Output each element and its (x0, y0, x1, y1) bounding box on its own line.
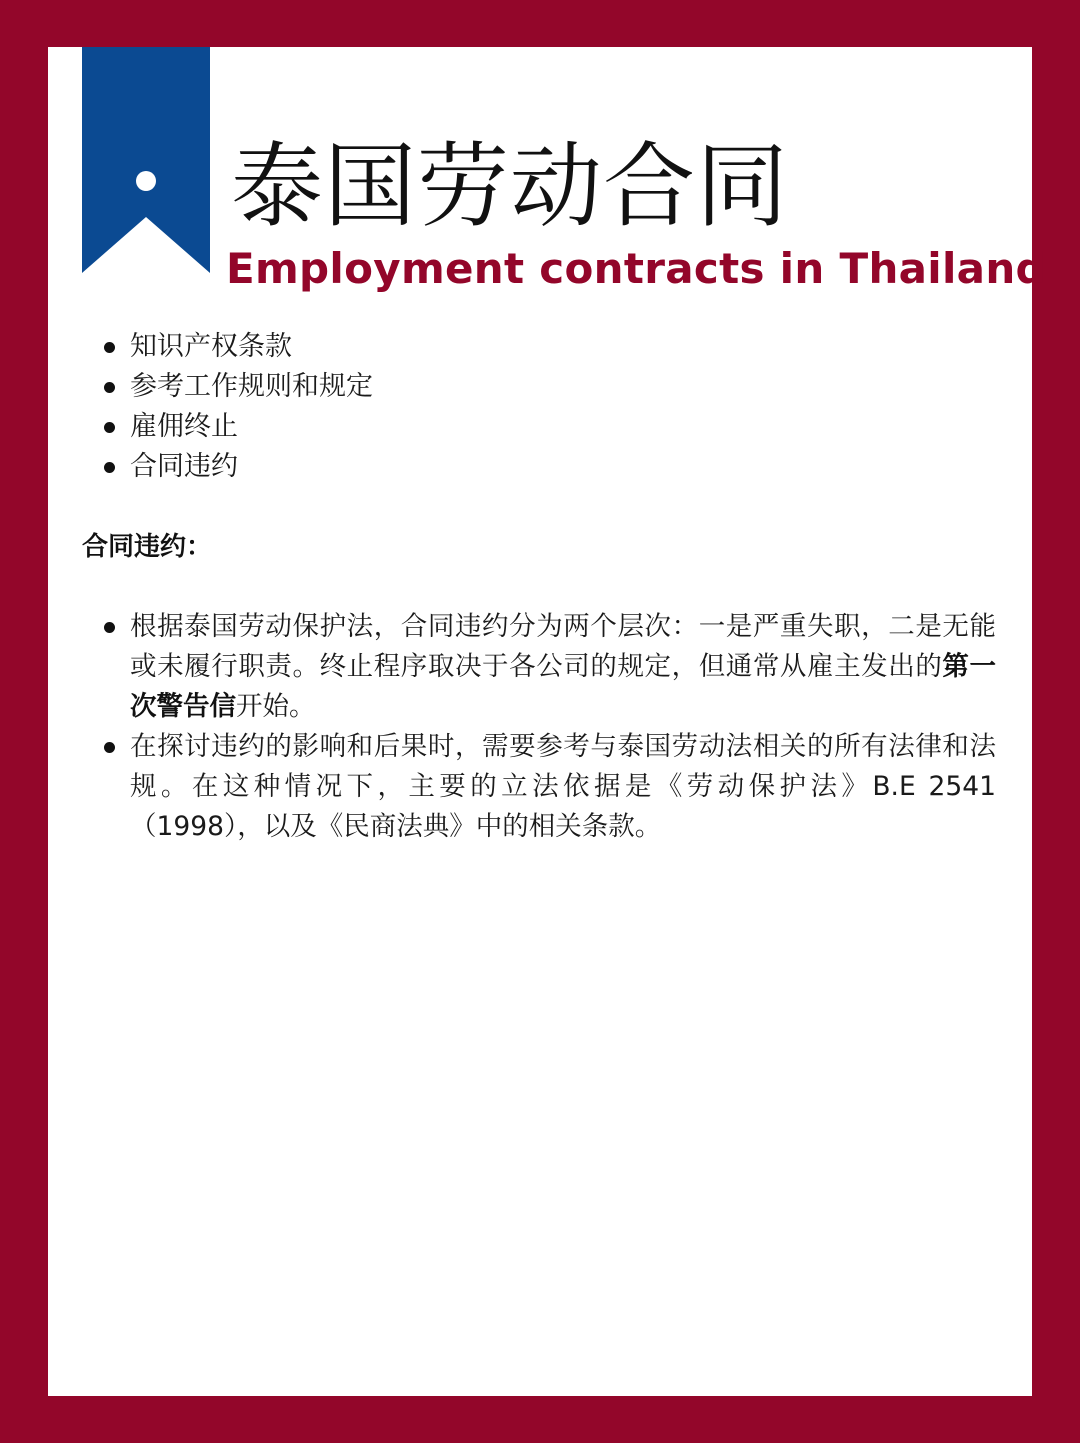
paragraph-text: 在探讨违约的影响和后果时，需要参考与泰国劳动法相关的所有法律和法规。在这种情况下，主要的立法依据是《劳动保护法》B.E 2541（1998），以及《民商法典》中的相关条款。 (130, 731, 996, 842)
list-item (130, 447, 373, 487)
list-item (130, 327, 373, 367)
paragraph-text-before: 根据泰国劳动保护法，合同违约分为两个层次：一是严重失职，二是无能或未履行职责。终止程序取决于各公司的规定，但通常从雇主发出的 (130, 611, 996, 682)
bookmark-ribbon-icon (82, 47, 210, 273)
list-item-label: 雇佣终止 (130, 411, 238, 442)
bullet-icon (104, 422, 115, 433)
paragraph-item (130, 727, 996, 847)
bullet-icon (104, 342, 115, 353)
list-item-label: 合同违约 (130, 451, 238, 482)
bullet-icon (104, 622, 115, 633)
list-item-label: 参考工作规则和规定 (130, 371, 373, 402)
list-item (130, 367, 373, 407)
bullet-icon (104, 742, 115, 753)
topic-list (130, 327, 373, 487)
paragraph-list (130, 607, 996, 847)
paragraph-text-after: 开始。 (236, 691, 316, 722)
page-title: 泰国劳动合同 (231, 133, 790, 240)
content-card (48, 47, 1046, 1396)
list-item (130, 407, 373, 447)
page-subtitle: Employment contracts in Thailand (226, 244, 1046, 293)
list-item-label: 知识产权条款 (130, 331, 292, 362)
paragraph-item (130, 607, 996, 727)
section-heading: 合同违约： (82, 532, 213, 562)
bullet-icon (104, 462, 115, 473)
bullet-icon (104, 382, 115, 393)
paragraph-emphasis: 第一次警告信 (130, 651, 997, 722)
